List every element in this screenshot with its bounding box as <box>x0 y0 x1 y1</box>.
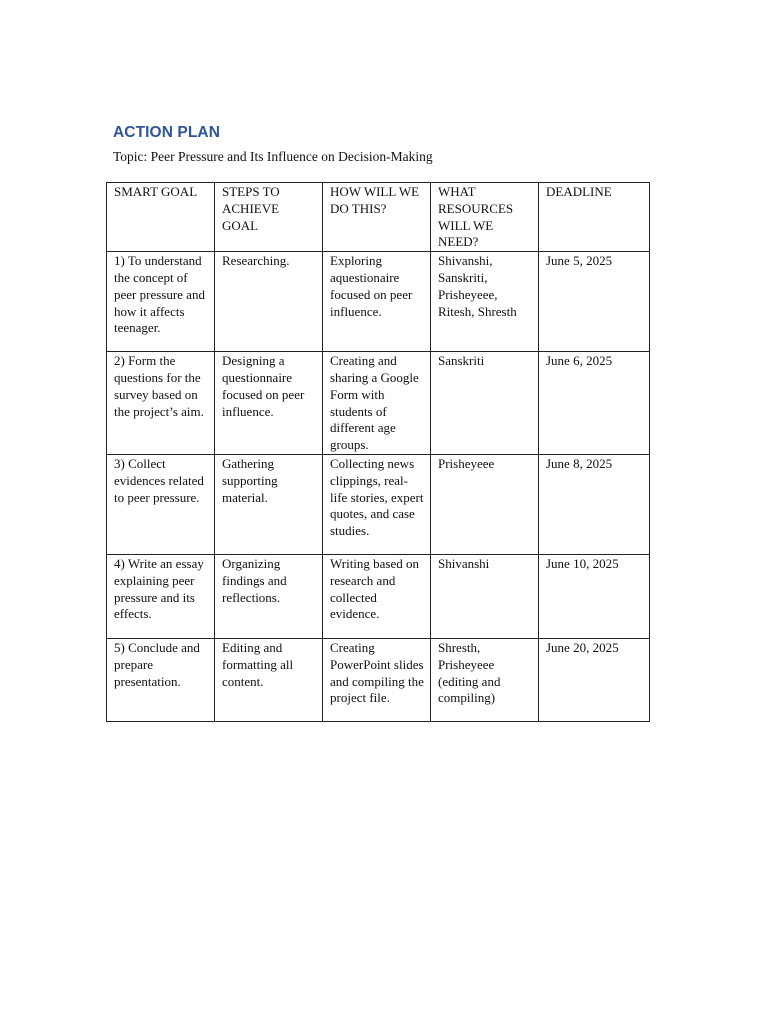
cell-resources: Sanskriti <box>431 352 539 455</box>
cell-deadline: June 6, 2025 <box>539 352 650 455</box>
header-how: HOW WILL WE DO THIS? <box>323 183 431 252</box>
cell-steps: Researching. <box>215 252 323 352</box>
cell-steps: Gathering supporting material. <box>215 454 323 554</box>
cell-goal: 2) Form the questions for the survey based on the project’s aim. <box>107 352 215 455</box>
header-steps: STEPS TO ACHIEVE GOAL <box>215 183 323 252</box>
cell-goal: 5) Conclude and prepare presentation. <box>107 638 215 721</box>
cell-steps: Designing a questionnaire focused on peer influence. <box>215 352 323 455</box>
cell-resources: Shresth, Prisheyeee (editing and compiling) <box>431 638 539 721</box>
cell-resources: Shivanshi, Sanskriti, Prisheyeee, Ritesh, Shresth <box>431 252 539 352</box>
cell-goal: 1) To understand the concept of peer pressure and how it affects teenager. <box>107 252 215 352</box>
table-row <box>107 352 650 455</box>
page-title: ACTION PLAN <box>113 124 221 141</box>
cell-deadline: June 10, 2025 <box>539 554 650 638</box>
cell-how: Exploring aquestionaire focused on peer influence. <box>323 252 431 352</box>
cell-resources: Prisheyeee <box>431 454 539 554</box>
cell-how: Creating and sharing a Google Form with students of different age groups. <box>323 352 431 455</box>
cell-how: Writing based on research and collected evidence. <box>323 554 431 638</box>
cell-goal: 3) Collect evidences related to peer pressure. <box>107 454 215 554</box>
header-resources: WHAT RESOURCES WILL WE NEED? <box>431 183 539 252</box>
cell-resources: Shivanshi <box>431 554 539 638</box>
table-row <box>107 454 650 554</box>
table-header-row <box>107 183 650 252</box>
table-row <box>107 252 650 352</box>
topic-line: Topic: Peer Pressure and Its Influence on Decision-Making <box>113 149 433 164</box>
action-plan-table <box>106 182 650 722</box>
table-row <box>107 638 650 721</box>
cell-steps: Editing and formatting all content. <box>215 638 323 721</box>
cell-how: Creating PowerPoint slides and compiling the project file. <box>323 638 431 721</box>
cell-how: Collecting news clippings, real-life stories, expert quotes, and case studies. <box>323 454 431 554</box>
cell-deadline: June 20, 2025 <box>539 638 650 721</box>
header-smart-goal: SMART GOAL <box>107 183 215 252</box>
table-row <box>107 554 650 638</box>
cell-deadline: June 5, 2025 <box>539 252 650 352</box>
cell-steps: Organizing findings and reflections. <box>215 554 323 638</box>
cell-deadline: June 8, 2025 <box>539 454 650 554</box>
cell-goal: 4) Write an essay explaining peer pressure and its effects. <box>107 554 215 638</box>
header-deadline: DEADLINE <box>539 183 650 252</box>
